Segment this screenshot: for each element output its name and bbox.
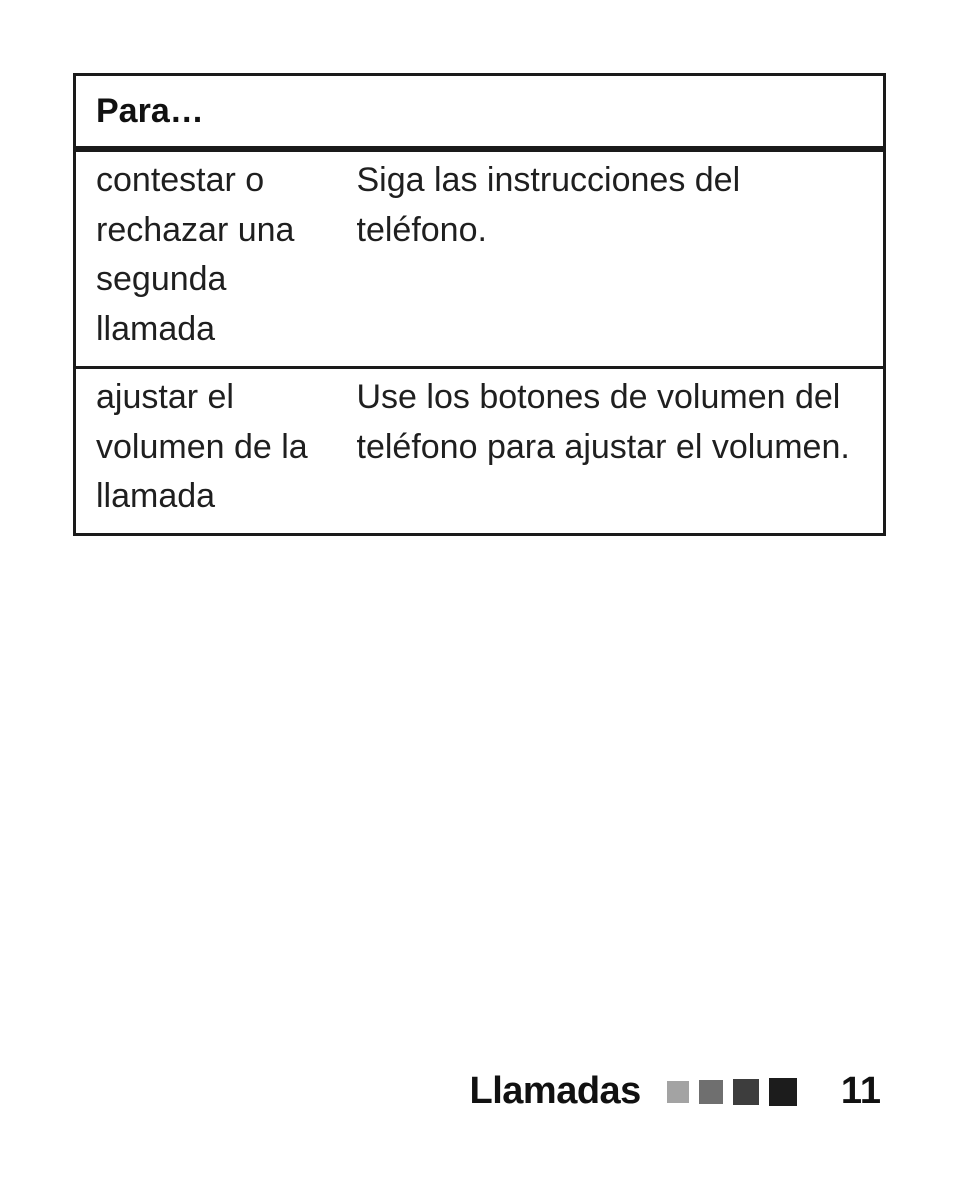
table-row xyxy=(75,368,885,535)
marker-square-icon xyxy=(769,1078,797,1106)
section-title: Llamadas xyxy=(469,1069,641,1112)
table-header: Para… xyxy=(75,75,885,150)
page-footer xyxy=(470,1066,881,1116)
table-header-row xyxy=(75,75,885,150)
instructions-table xyxy=(73,73,886,536)
table-row xyxy=(75,149,885,368)
action-cell: ajustar el volumen de la llamada xyxy=(75,368,337,535)
marker-square-icon xyxy=(667,1081,689,1103)
page-number: 11 xyxy=(840,1069,881,1112)
section-marker-squares xyxy=(667,1078,797,1105)
marker-square-icon xyxy=(733,1079,759,1105)
marker-square-icon xyxy=(699,1080,723,1104)
description-cell: Siga las instrucciones del teléfono. xyxy=(337,149,885,368)
description-cell: Use los botones de volumen del teléfono para ajustar el volumen. xyxy=(337,368,885,535)
action-cell: contestar o rechazar una segunda llamada xyxy=(75,149,337,368)
